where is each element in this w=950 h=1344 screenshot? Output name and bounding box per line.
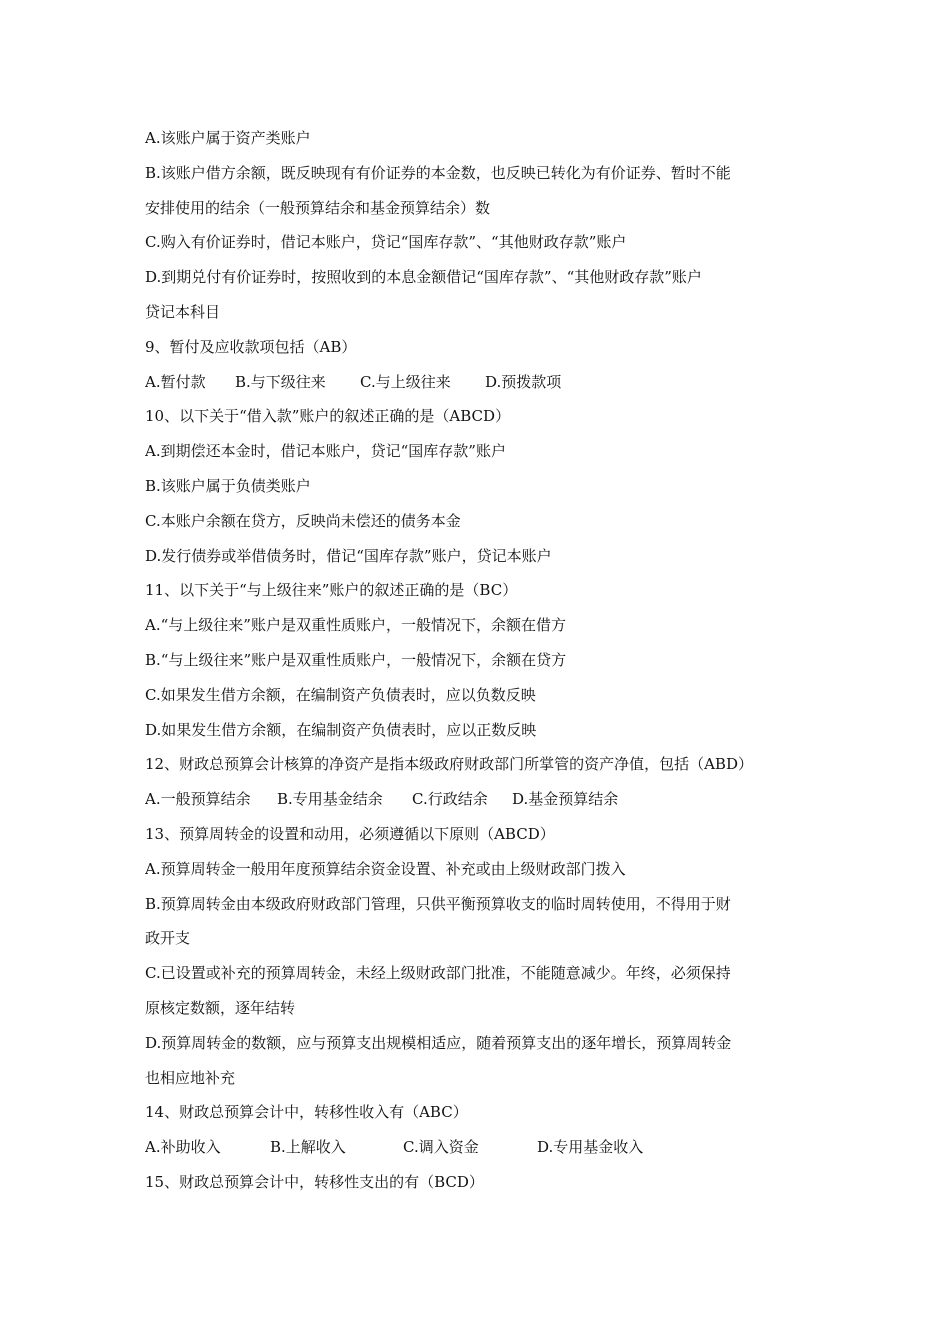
q12-option-a: A.一般预算结余	[145, 790, 251, 809]
q14-option-b: B.上解收入	[270, 1138, 346, 1157]
q11-question: 11、以下关于“与上级往来”账户的叙述正确的是（BC）	[145, 581, 518, 600]
q13-option-c-line2: 原核定数额，逐年结转	[145, 998, 296, 1017]
q8-option-b-line1: B.该账户借方余额，既反映现有有价证券的本金数，也反映已转化为有价证券、暂时不能	[145, 163, 731, 182]
q9-question: 9、暂付及应收款项包括（AB）	[145, 337, 357, 356]
q10-option-d: D.发行债券或举借债务时，借记“国库存款”账户，贷记本账户	[145, 546, 552, 565]
document-body	[145, 121, 815, 1200]
q9-option-c: C.与上级往来	[360, 372, 451, 391]
q11-option-d: D.如果发生借方余额，在编制资产负债表时，应以正数反映	[145, 720, 537, 739]
q10-question: 10、以下关于“借入款”账户的叙述正确的是（ABCD）	[145, 407, 511, 426]
q12-option-d: D.基金预算结余	[512, 790, 619, 809]
q12-question: 12、财政总预算会计核算的净资产是指本级政府财政部门所掌管的资产净值，包括（ABD）	[145, 755, 753, 774]
q12-option-c: C.行政结余	[412, 790, 488, 809]
q9-option-b: B.与下级往来	[235, 372, 326, 391]
q8-option-b-line2: 安排使用的结余（一般预算结余和基金预算结余）数	[145, 198, 491, 217]
q13-option-a: A.预算周转金一般用年度预算结余资金设置、补充或由上级财政部门拨入	[145, 859, 626, 878]
q9-options	[145, 365, 815, 400]
q8-option-a: A.该账户属于资产类账户	[145, 129, 311, 147]
q13-question: 13、预算周转金的设置和动用，必须遵循以下原则（ABCD）	[145, 824, 555, 843]
q13-option-b-line2: 政开支	[145, 929, 191, 948]
q14-option-a: A.补助收入	[145, 1138, 221, 1157]
q10-option-b: B.该账户属于负债类账户	[145, 476, 311, 495]
q13-option-d-line1: D.预算周转金的数额，应与预算支出规模相适应，随着预算支出的逐年增长，预算周转金	[145, 1033, 732, 1052]
q8-option-d-line1: D.到期兑付有价证券时，按照收到的本息金额借记“国库存款”、“其他财政存款”账户	[145, 268, 702, 287]
q14-option-d: D.专用基金收入	[537, 1138, 644, 1157]
q9-option-a: A.暂付款	[145, 372, 206, 391]
q11-option-b: B.“与上级往来”账户是双重性质账户，一般情况下，余额在贷方	[145, 650, 567, 669]
q8-option-d-line2: 贷记本科目	[145, 302, 221, 321]
q8-option-c: C.购入有价证券时，借记本账户，贷记“国库存款”、“其他财政存款”账户	[145, 233, 627, 252]
q12-options	[145, 782, 815, 817]
q10-option-c: C.本账户余额在贷方，反映尚未偿还的债务本金	[145, 511, 461, 530]
q12-option-b: B.专用基金结余	[277, 790, 383, 809]
q11-option-a: A.“与上级往来”账户是双重性质账户，一般情况下，余额在借方	[145, 616, 566, 635]
q14-option-c: C.调入资金	[403, 1138, 479, 1157]
q14-options	[145, 1130, 815, 1165]
q11-option-c: C.如果发生借方余额，在编制资产负债表时，应以负数反映	[145, 685, 536, 704]
q13-option-b-line1: B.预算周转金由本级政府财政部门管理，只供平衡预算收支的临时周转使用，不得用于财	[145, 894, 731, 913]
q13-option-d-line2: 也相应地补充	[145, 1068, 236, 1087]
q14-question: 14、财政总预算会计中，转移性收入有（ABC）	[145, 1103, 468, 1122]
q10-option-a: A.到期偿还本金时，借记本账户，贷记“国库存款”账户	[145, 442, 506, 461]
q9-option-d: D.预拨款项	[485, 372, 562, 391]
q15-question: 15、财政总预算会计中，转移性支出的有（BCD）	[145, 1172, 484, 1191]
q13-option-c-line1: C.已设置或补充的预算周转金，未经上级财政部门批准，不能随意减少。年终，必须保持	[145, 964, 731, 983]
